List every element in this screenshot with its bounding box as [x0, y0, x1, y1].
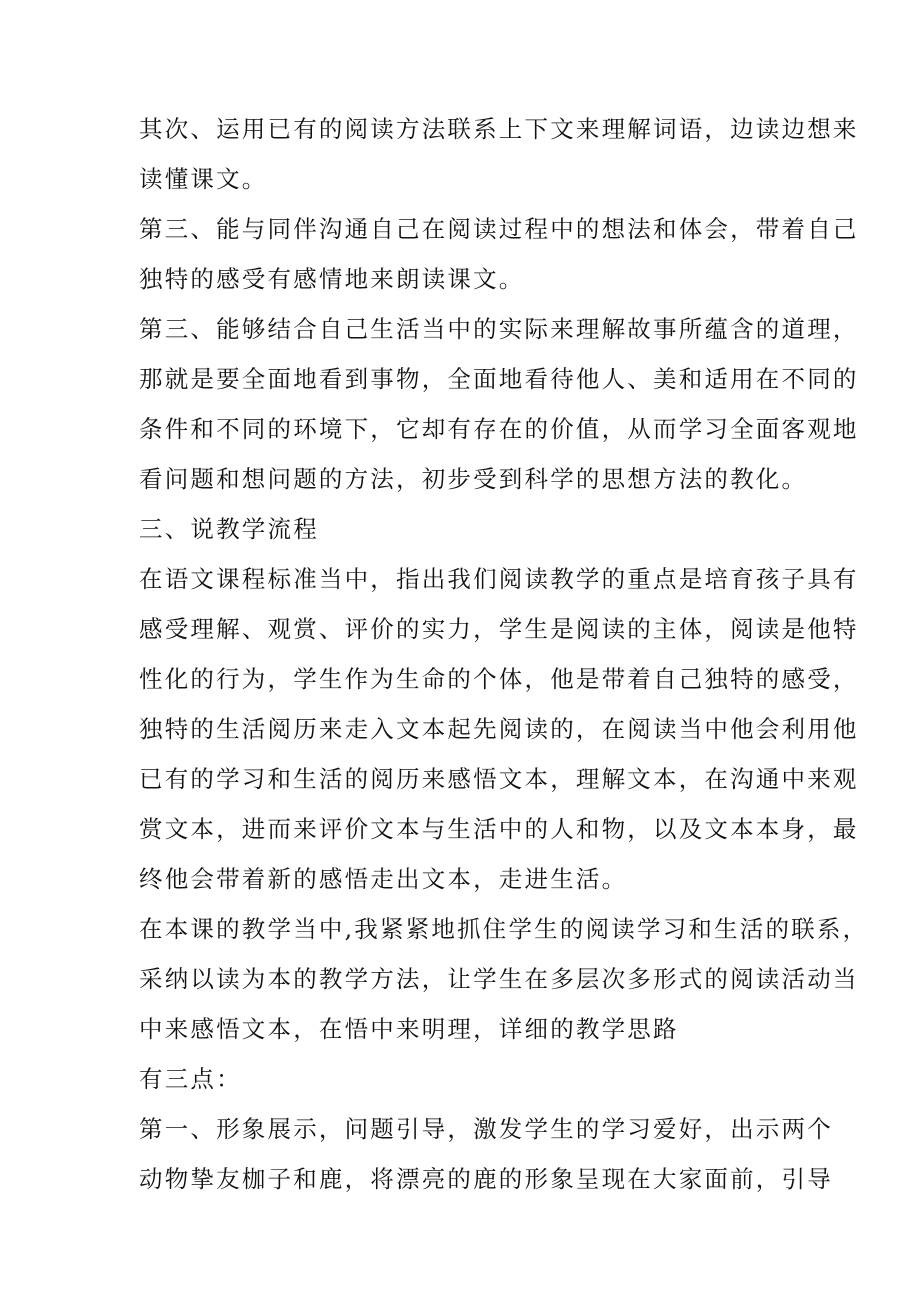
document-body: [139, 104, 869, 1204]
text-line: 读懂课文。: [139, 165, 268, 193]
text-line: 赏文本，进而来评价文本与生活中的人和物，以及文本本身，最: [139, 815, 859, 843]
text-line: 采纳以读为本的教学方法，让学生在多层次多形式的阅读活动当: [139, 965, 859, 993]
text-line: 独特的生活阅历来走入文本起先阅读的，在阅读当中他会利用他: [139, 715, 859, 743]
paragraph-objective-2: [139, 104, 859, 204]
section-heading: [139, 504, 789, 554]
text-line: 其次、运用已有的阅读方法联系上下文来理解词语，边读边想来: [139, 115, 859, 143]
text-line: 在本课的教学当中,我紧紧地抓住学生的阅读学习和生活的联系，: [139, 915, 869, 943]
paragraph-point-one: [139, 1104, 833, 1204]
text-line: 第三、能与同伴沟通自己在阅读过程中的想法和体会，带着自己: [139, 215, 859, 243]
text-line: 条件和不同的环境下，它却有存在的价值，从而学习全面客观地: [139, 415, 859, 443]
text-line: 感受理解、观赏、评价的实力，学生是阅读的主体，阅读是他特: [139, 615, 859, 643]
text-line: 第一、形象展示，问题引导，激发学生的学习爱好，出示两个: [139, 1115, 833, 1143]
paragraph-objective-3: [139, 204, 859, 304]
text-line: 独特的感受有感情地来朗读课文。: [139, 265, 525, 293]
text-line: 性化的行为，学生作为生命的个体，他是带着自己独特的感受，: [139, 665, 859, 693]
paragraph-three-points: [139, 1054, 789, 1104]
text-line: 那就是要全面地看到事物，全面地看待他人、美和适用在不同的: [139, 365, 859, 393]
text-line: 在语文课程标准当中，指出我们阅读教学的重点是培育孩子具有: [139, 565, 859, 593]
paragraph-teaching-method: [139, 904, 869, 1054]
paragraph-curriculum: [139, 554, 859, 904]
paragraph-objective-4: [139, 304, 859, 504]
text-line: 终他会带着新的感悟走出文本，走进生活。: [139, 865, 628, 893]
text-line: 动物挚友枷子和鹿，将漂亮的鹿的形象呈现在大家面前，引导: [139, 1165, 833, 1193]
text-line: 中来感悟文本，在悟中来明理，详细的教学思路: [139, 1015, 679, 1043]
text-line: 第三、能够结合自己生活当中的实际来理解故事所蕴含的道理，: [139, 315, 859, 343]
heading-text: 三、说教学流程: [139, 515, 319, 543]
text-line: 看问题和想问题的方法，初步受到科学的思想方法的教化。: [139, 465, 808, 493]
text-line: 已有的学习和生活的阅历来感悟文本，理解文本，在沟通中来观: [139, 765, 859, 793]
text-line: 有三点：: [139, 1065, 242, 1093]
